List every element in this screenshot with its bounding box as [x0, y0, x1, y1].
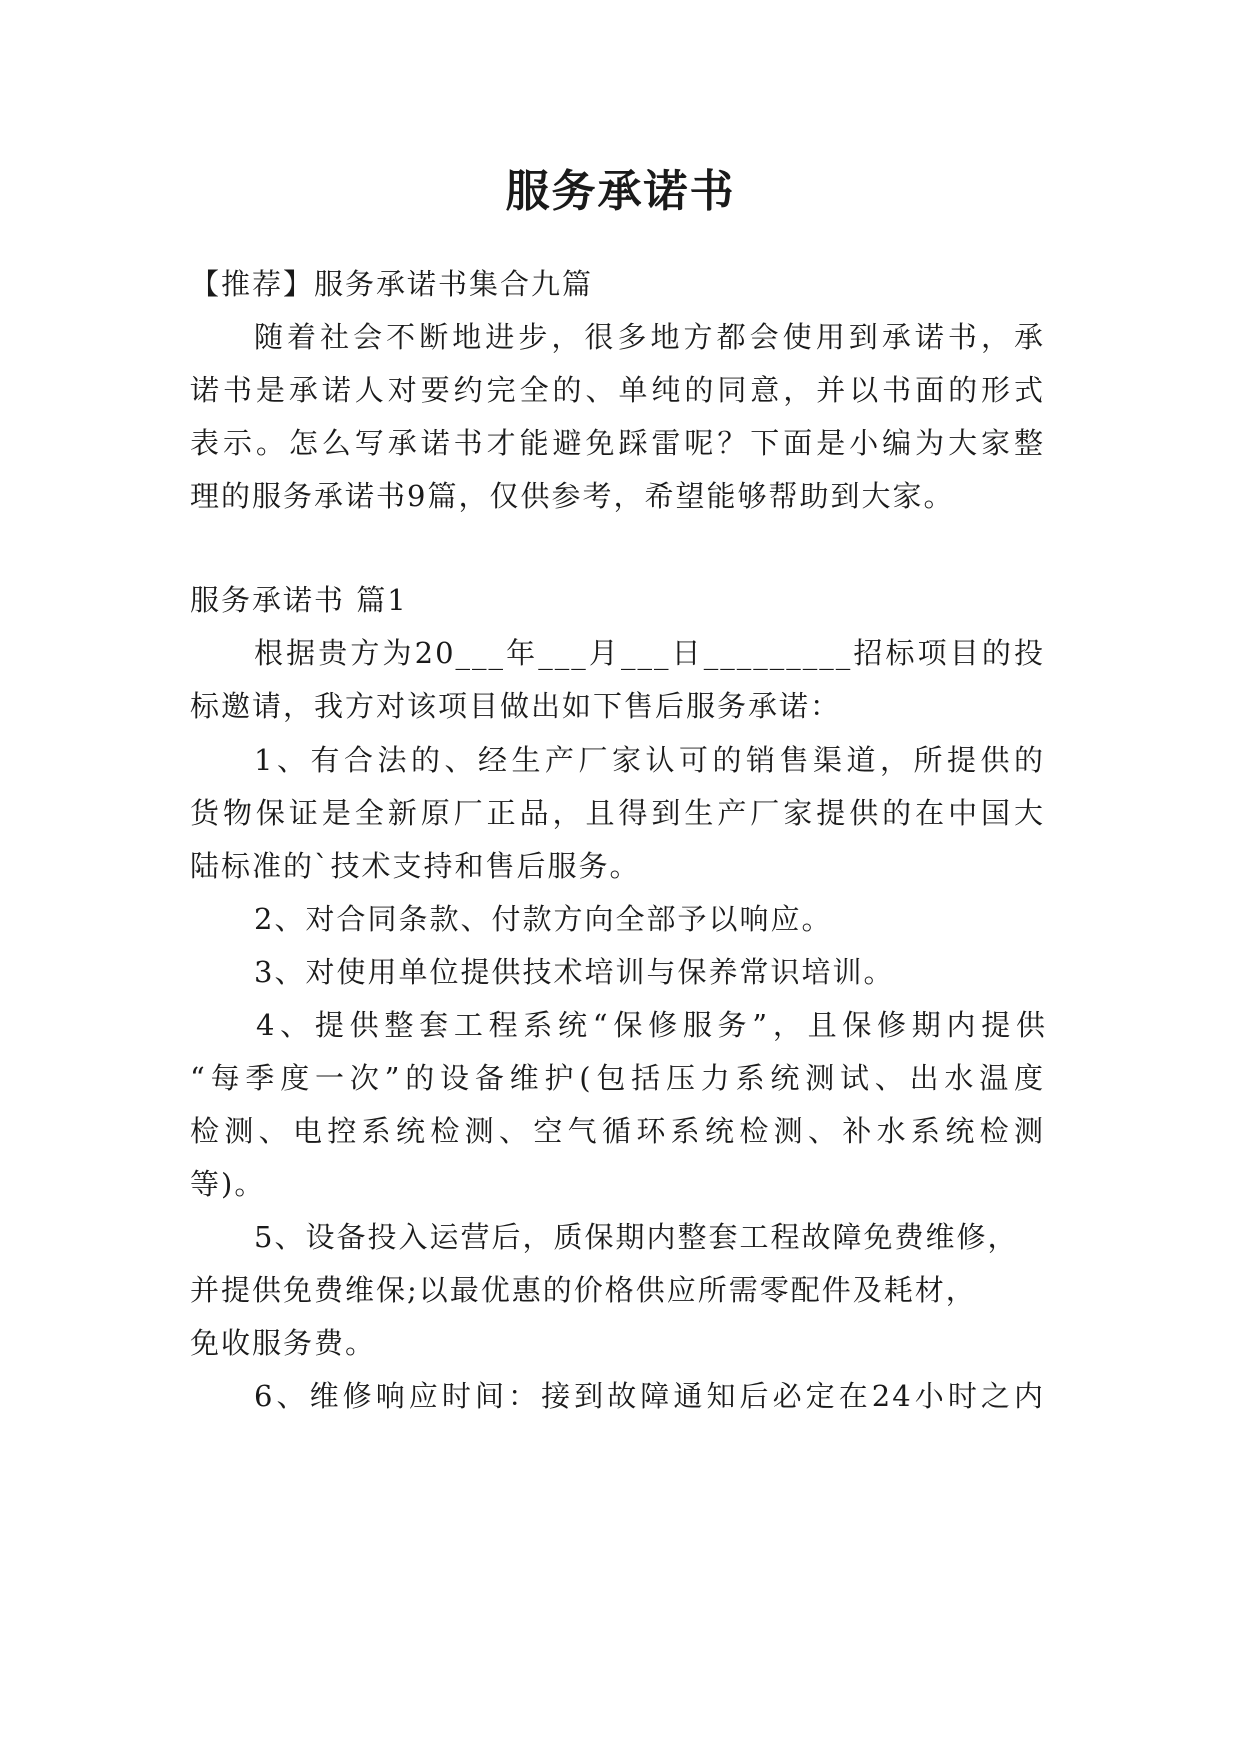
intro-line: 理的服务承诺书9篇，仅供参考，希望能够帮助到大家。	[190, 479, 955, 513]
opening-line: 根据贵方为20___年___月___日_________招标项目的投	[254, 636, 1045, 670]
item-1-line: 货物保证是全新原厂正品，且得到生产厂家提供的在中国大	[190, 796, 1045, 830]
item-5-line: 并提供免费维保;以最优惠的价格供应所需零配件及耗材，	[190, 1273, 977, 1307]
item-4-line: 等)。	[190, 1167, 266, 1201]
recommend-line: 【推荐】服务承诺书集合九篇	[190, 267, 594, 301]
item-1-line: 陆标准的`技术支持和售后服务。	[190, 849, 641, 883]
item-2-line: 2、对合同条款、付款方向全部予以响应。	[254, 902, 833, 936]
item-4-line: “每季度一次”的设备维护(包括压力系统测试、出水温度	[190, 1061, 1045, 1095]
item-5-line: 5、设备投入运营后，质保期内整套工程故障免费维修，	[254, 1220, 1019, 1254]
item-4-line: 4、提供整套工程系统“保修服务”，且保修期内提供	[256, 1008, 1047, 1042]
intro-line: 表示。怎么写承诺书才能避免踩雷呢？下面是小编为大家整	[190, 426, 1045, 460]
section-heading: 服务承诺书 篇1	[190, 583, 408, 617]
intro-line: 诺书是承诺人对要约完全的、单纯的同意，并以书面的形式	[190, 373, 1045, 407]
opening-line: 标邀请，我方对该项目做出如下售后服务承诺：	[190, 689, 842, 723]
item-4-line: 检测、电控系统检测、空气循环系统检测、补水系统检测	[190, 1114, 1045, 1148]
item-1-line: 1、有合法的、经生产厂家认可的销售渠道，所提供的	[254, 743, 1045, 777]
item-3-line: 3、对使用单位提供技术培训与保养常识培训。	[254, 955, 895, 989]
item-5-line: 免收服务费。	[190, 1326, 377, 1360]
page-title: 服务承诺书	[505, 166, 736, 217]
intro-line: 随着社会不断地进步，很多地方都会使用到承诺书，承	[254, 320, 1045, 354]
item-6-line: 6、维修响应时间：接到故障通知后必定在24小时之内	[254, 1379, 1045, 1413]
